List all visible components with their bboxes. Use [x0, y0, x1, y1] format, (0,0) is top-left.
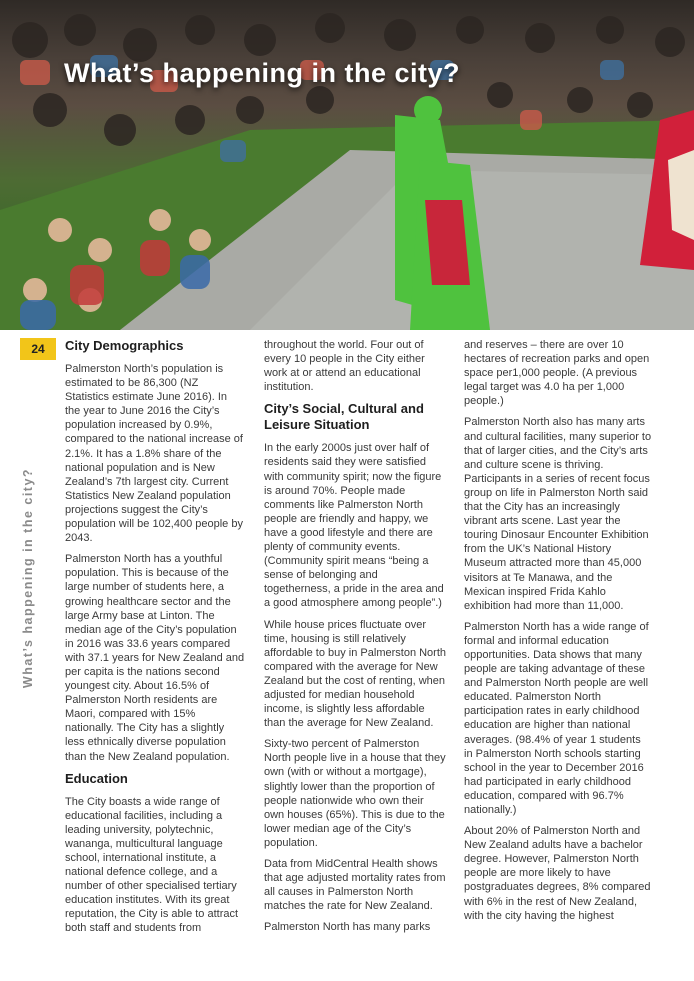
column-3 — [464, 338, 652, 930]
heading-education: Education — [65, 770, 128, 786]
social-paragraph-7: Palmerston North has a wide range of formal and informal education opportunities. Data shows that many people are taking advantage of these and Palmerston North people are well educated. Palmerston North participation rates in early childhood education are higher than national averages. (98.4% of year 1 students in Palmerston North schools starting school in the year to December 2016 had participated in early childhood education, compared with 96.7% nationally.) — [464, 620, 649, 816]
page-number: 24 — [20, 338, 56, 360]
social-paragraph-8: About 20% of Palmerston North and New Zealand adults have a bachelor degree. However, Palmerston North people are more likely to have postgraduates degrees, 8% compared with 6% in the rest of New Zealand, with the city having the highest — [464, 825, 651, 922]
heading-city-demographics: City Demographics — [65, 338, 184, 353]
demographics-paragraph-1: Palmerston North’s population is estimated to be 86,300 (NZ Statistics estimate June 2016). In the year to June 2016 the City’s population increased by 0.9%, compared to the national increase of 2.1%. It has a 1.8% share of the national population and is New Zealand’s 7th largest city. Current Statistics New Zealand population projections suggest the City’s population will be 102,400 people by 2043. — [65, 363, 243, 545]
side-section-label: What’s happening in the city? — [21, 467, 35, 689]
education-paragraph-1-continued: throughout the world. Four out of every 10 people in the City either work at or attend an educational institution. — [264, 339, 425, 394]
column-2 — [264, 338, 446, 941]
education-paragraph-1: The City boasts a wide range of educational facilities, including a leading university, polytechnic, wananga, multicultural language school, international institute, a national defence college, and a number of other specialised tertiary education institutes. With its great reputation, the City is able to attract both staff and students from — [65, 795, 239, 935]
hero-illustration — [0, 0, 694, 330]
social-paragraph-1: In the early 2000s just over half of residents said they were satisfied with community spirit; now the figure is around 70%. People made comments like Palmerston North people are friendly and happy, we have a good lifestyle and there are plenty of community events. (Community spirit means “being a sense of belonging and togetherness, a pride in the area and a good atmosphere among people”.) — [264, 442, 444, 610]
demographics-paragraph-2: Palmerston North has a youthful population. This is because of the large number of students here, a growing healthcare sector and the large Army base at Linton. The median age of the City’s population in 2016 was 33.6 years compared with 37.1 years for New Zealand and per capita is the nations second youngest city. About 16.5% of Palmerston North residents are Maori, compared with 15% nationally. The City has a slightly less ethnically diverse population than the New Zealand population. — [65, 553, 245, 763]
page-title: What’s happening in the city? — [64, 58, 461, 88]
hero-photo — [0, 0, 694, 330]
heading-social-cultural-leisure: City’s Social, Cultural and Leisure Situation — [264, 401, 424, 433]
social-paragraph-4: Data from MidCentral Health shows that age adjusted mortality rates from all causes in Palmerston North matches the rate for New Zealand. — [264, 858, 446, 913]
social-paragraph-5-continued: and reserves – there are over 10 hectares of recreation parks and open space per1,000 people. (A previous legal target was 4.0 ha per 1,000 people.) — [464, 339, 650, 408]
social-paragraph-6: Palmerston North also has many arts and cultural facilities, many superior to that of larger cities, and the City’s arts and culture scene is thriving. Participants in a series of recent focus group on life in Palmerston North said that the City has an increasingly vibrant arts scene. Last year the touring Dinosaur Encounter Exhibition from the UK’s National History Museum attracted more than 45,000 visitors at Te Manawa, and the Mexican inspired Frida Kahlo exhibition had more than 11,000. — [464, 416, 652, 612]
social-paragraph-3: Sixty-two percent of Palmerston North people live in a house that they own (with or without a mortgage), slightly lower than the proportion of people nationwide who own their own houses (65%). This is due to the lower median age of the City’s population. — [264, 738, 446, 849]
column-1 — [65, 338, 245, 943]
social-paragraph-2: While house prices fluctuate over time, housing is still relatively affordable to buy in Palmerston North compared with the average for New Zealand but the cost of renting, when adjusted for median household income, is slightly less affordable than the average for New Zealand. — [264, 618, 447, 730]
social-paragraph-5: Palmerston North has many parks — [264, 921, 431, 934]
